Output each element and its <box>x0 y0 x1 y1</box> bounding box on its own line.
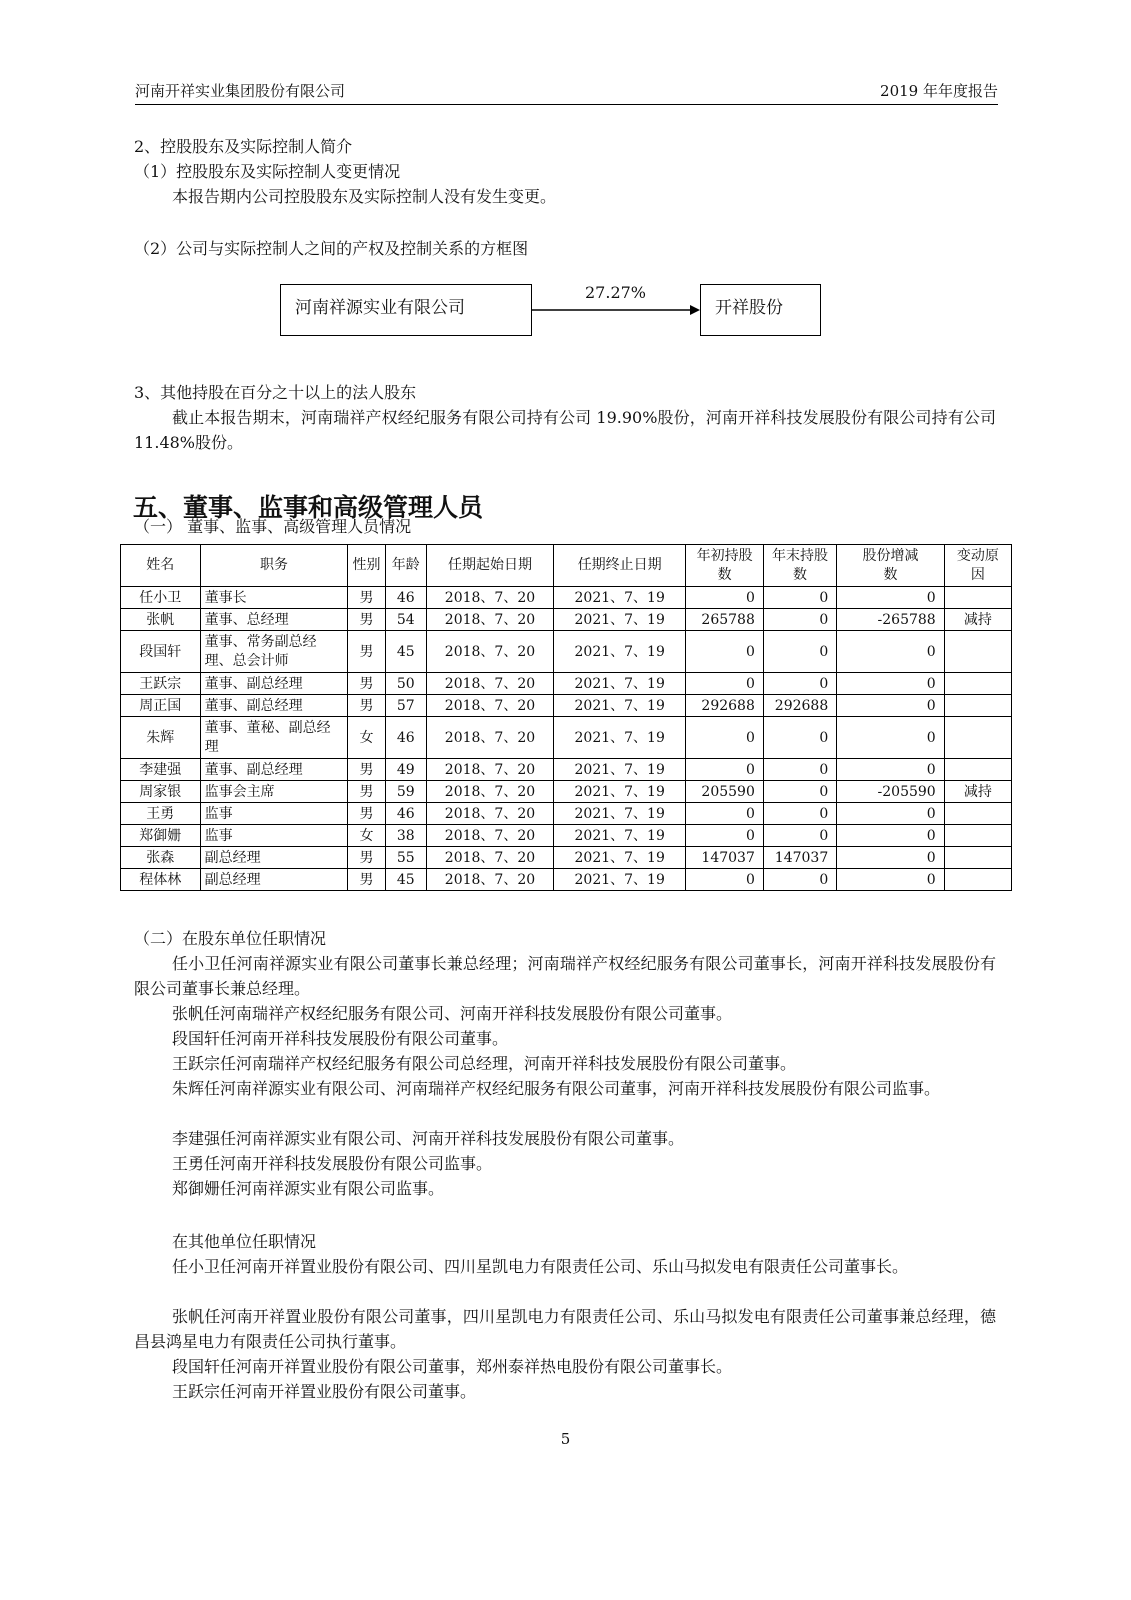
table-cell: 男 <box>348 869 385 891</box>
table-cell: 0 <box>763 609 836 631</box>
table-cell: 2018、7、20 <box>426 631 553 673</box>
table-cell <box>944 673 1011 695</box>
table-cell: 男 <box>348 631 385 673</box>
table-header-row <box>121 545 1012 587</box>
table-cell: 2021、7、19 <box>554 631 686 673</box>
table-cell: 0 <box>686 759 764 781</box>
other-position-item: 张帆任河南开祥置业股份有限公司董事，四川星凯电力有限责任公司、乐山马拟发电有限责任公司董事兼总经理，德昌县鸿星电力有限责任公司执行董事。 <box>134 1307 996 1351</box>
table-row <box>121 717 1012 759</box>
table-cell: 0 <box>686 869 764 891</box>
table-cell: 0 <box>837 825 944 847</box>
table-cell: 54 <box>385 609 426 631</box>
table-cell <box>944 717 1011 759</box>
shareholder-position-item: 王勇任河南开祥科技发展股份有限公司监事。 <box>172 1154 493 1173</box>
table-cell: 任小卫 <box>121 587 201 609</box>
section-2-2-title: （2）公司与实际控制人之间的产权及控制关系的方框图 <box>134 239 529 258</box>
table-cell: 张帆 <box>121 609 201 631</box>
table-header-cell: 任期起始日期 <box>426 545 553 587</box>
table-cell: 男 <box>348 673 385 695</box>
other-position-item: 任小卫任河南开祥置业股份有限公司、四川星凯电力有限责任公司、乐山马拟发电有限责任公司董事长。 <box>172 1257 909 1276</box>
table-row <box>121 781 1012 803</box>
table-cell: 2018、7、20 <box>426 759 553 781</box>
table-cell: 2021、7、19 <box>554 717 686 759</box>
header-report-title: 2019 年年度报告 <box>880 82 998 100</box>
table-cell <box>944 631 1011 673</box>
table-cell: 王跃宗 <box>121 673 201 695</box>
table-cell: 45 <box>385 869 426 891</box>
table-cell <box>944 695 1011 717</box>
shareholder-position-item: 张帆任河南瑞祥产权经纪服务有限公司、河南开祥科技发展股份有限公司董事。 <box>172 1004 733 1023</box>
table-cell: 0 <box>837 587 944 609</box>
table-cell: 董事、副总经理 <box>200 673 348 695</box>
table-cell: 张森 <box>121 847 201 869</box>
table-header-cell: 性别 <box>348 545 385 587</box>
table-row <box>121 759 1012 781</box>
table-cell: 0 <box>763 587 836 609</box>
table-cell: 2021、7、19 <box>554 869 686 891</box>
table-cell: 监事会主席 <box>200 781 348 803</box>
shareholder-position-item: 李建强任河南祥源实业有限公司、河南开祥科技发展股份有限公司董事。 <box>172 1129 685 1148</box>
table-cell: 46 <box>385 717 426 759</box>
diagram-ratio-label: 27.27% <box>585 283 647 302</box>
table-cell <box>944 869 1011 891</box>
table-cell: 0 <box>837 759 944 781</box>
table-cell: 董事、副总经理 <box>200 759 348 781</box>
table-row <box>121 631 1012 673</box>
table-cell: 李建强 <box>121 759 201 781</box>
table-cell: 205590 <box>686 781 764 803</box>
table-cell: 2018、7、20 <box>426 609 553 631</box>
table-cell: 0 <box>763 869 836 891</box>
table-cell: 董事、总经理 <box>200 609 348 631</box>
other-position-item: 王跃宗任河南开祥置业股份有限公司董事。 <box>172 1382 477 1401</box>
table-header-cell: 年初持股数 <box>686 545 764 587</box>
table-cell: 2021、7、19 <box>554 781 686 803</box>
table-cell: 男 <box>348 759 385 781</box>
table-cell: 女 <box>348 717 385 759</box>
table-header-cell: 姓名 <box>121 545 201 587</box>
table-cell <box>944 759 1011 781</box>
header-company: 河南开祥实业集团股份有限公司 <box>135 82 346 100</box>
section-5-heading: 五、董事、监事和高级管理人员 <box>133 493 484 522</box>
table-cell: 0 <box>763 825 836 847</box>
table-cell: 监事 <box>200 825 348 847</box>
table-cell: 减持 <box>944 609 1011 631</box>
table-cell: 2018、7、20 <box>426 587 553 609</box>
table-cell: 0 <box>763 631 836 673</box>
table-cell: 王勇 <box>121 803 201 825</box>
shareholder-position-item: 王跃宗任河南瑞祥产权经纪服务有限公司总经理，河南开祥科技发展股份有限公司董事。 <box>172 1054 797 1073</box>
table-cell: 46 <box>385 803 426 825</box>
table-cell: 0 <box>837 673 944 695</box>
table-cell: 董事、常务副总经理、总会计师 <box>200 631 348 673</box>
table-cell: 减持 <box>944 781 1011 803</box>
table-header-cell: 股份增减数 <box>837 545 944 587</box>
table-cell: 0 <box>837 695 944 717</box>
table-cell: 0 <box>837 717 944 759</box>
table-cell: 2018、7、20 <box>426 695 553 717</box>
shareholder-position-item: 段国轩任河南开祥科技发展股份有限公司董事。 <box>172 1029 509 1048</box>
table-cell: 郑御姗 <box>121 825 201 847</box>
table-cell: 2021、7、19 <box>554 609 686 631</box>
table-cell: 董事长 <box>200 587 348 609</box>
table-row <box>121 825 1012 847</box>
table-cell: 2021、7、19 <box>554 825 686 847</box>
table-row <box>121 609 1012 631</box>
shareholder-position-item: 任小卫任河南祥源实业有限公司董事长兼总经理；河南瑞祥产权经纪服务有限公司董事长，河南开祥科技发展股份有限公司董事长兼总经理。 <box>134 954 996 998</box>
section-2-title: 2、控股股东及实际控制人简介 <box>134 137 353 156</box>
table-header-cell: 年末持股数 <box>763 545 836 587</box>
table-cell: 副总经理 <box>200 869 348 891</box>
table-cell: 0 <box>763 673 836 695</box>
table-cell: 46 <box>385 587 426 609</box>
table-cell: 2018、7、20 <box>426 781 553 803</box>
table-header-cell: 年龄 <box>385 545 426 587</box>
table-cell: 男 <box>348 609 385 631</box>
table-cell: 0 <box>763 717 836 759</box>
table-cell: 副总经理 <box>200 847 348 869</box>
table-cell: 董事、副总经理 <box>200 695 348 717</box>
shareholder-positions-title: （二）在股东单位任职情况 <box>134 929 327 948</box>
table-row <box>121 869 1012 891</box>
shareholder-position-item: 朱辉任河南祥源实业有限公司、河南瑞祥产权经纪服务有限公司董事，河南开祥科技发展股份有限公司监事。 <box>172 1079 941 1098</box>
section-3-text: 截止本报告期末，河南瑞祥产权经纪服务有限公司持有公司 19.90%股份，河南开祥科技发展股份有限公司持有公司 11.48%股份。 <box>134 408 996 452</box>
table-row <box>121 587 1012 609</box>
table-cell: 0 <box>686 803 764 825</box>
table-cell: 292688 <box>686 695 764 717</box>
other-position-item: 段国轩任河南开祥置业股份有限公司董事，郑州泰祥热电股份有限公司董事长。 <box>172 1357 733 1376</box>
table-cell <box>944 847 1011 869</box>
table-cell: 0 <box>686 631 764 673</box>
table-cell: 2018、7、20 <box>426 825 553 847</box>
table-cell: 男 <box>348 803 385 825</box>
management-table <box>120 544 1012 891</box>
table-cell: 周家银 <box>121 781 201 803</box>
table-cell: 147037 <box>686 847 764 869</box>
shareholder-position-item: 郑御姗任河南祥源实业有限公司监事。 <box>172 1179 445 1198</box>
table-cell: 0 <box>837 847 944 869</box>
section-3-title: 3、其他持股在百分之十以上的法人股东 <box>134 383 417 402</box>
table-header-cell: 职务 <box>200 545 348 587</box>
table-cell: 0 <box>763 781 836 803</box>
table-cell: 38 <box>385 825 426 847</box>
other-positions-title: 在其他单位任职情况 <box>172 1232 317 1251</box>
table-cell: 2018、7、20 <box>426 717 553 759</box>
table-cell: 2018、7、20 <box>426 673 553 695</box>
table-cell: 男 <box>348 695 385 717</box>
table-cell: 49 <box>385 759 426 781</box>
table-cell: 2018、7、20 <box>426 847 553 869</box>
table-cell: 0 <box>763 803 836 825</box>
table-row <box>121 803 1012 825</box>
table-cell <box>944 587 1011 609</box>
table-cell: 2021、7、19 <box>554 803 686 825</box>
table-cell: 2021、7、19 <box>554 695 686 717</box>
table-cell: -205590 <box>837 781 944 803</box>
table-cell: 男 <box>348 781 385 803</box>
table-cell: 董事、董秘、副总经理 <box>200 717 348 759</box>
table-cell: 男 <box>348 847 385 869</box>
table-cell: 2021、7、19 <box>554 587 686 609</box>
table-row <box>121 695 1012 717</box>
table-cell: 292688 <box>763 695 836 717</box>
diagram-box-parent: 河南祥源实业有限公司 <box>280 284 532 336</box>
page-number: 5 <box>560 1430 571 1448</box>
diagram-box-company: 开祥股份 <box>700 284 821 336</box>
table-cell: 男 <box>348 587 385 609</box>
table-header-cell: 任期终止日期 <box>554 545 686 587</box>
table-cell <box>944 825 1011 847</box>
diagram-arrow <box>532 300 702 320</box>
table-cell: 0 <box>837 869 944 891</box>
table-cell: 2021、7、19 <box>554 759 686 781</box>
table-cell: 2018、7、20 <box>426 869 553 891</box>
section-2-1-title: （1）控股股东及实际控制人变更情况 <box>134 162 401 181</box>
table-cell: 监事 <box>200 803 348 825</box>
table-cell: 2021、7、19 <box>554 847 686 869</box>
table-cell: 0 <box>686 673 764 695</box>
table-cell: 程体林 <box>121 869 201 891</box>
table-cell: 2021、7、19 <box>554 673 686 695</box>
table-header-cell: 变动原因 <box>944 545 1011 587</box>
table-cell: 59 <box>385 781 426 803</box>
table-row <box>121 673 1012 695</box>
table-cell: 0 <box>686 587 764 609</box>
table-cell: 50 <box>385 673 426 695</box>
table-cell: 朱辉 <box>121 717 201 759</box>
section-5-1-title: （一） 董事、监事、高级管理人员情况 <box>134 517 412 536</box>
table-cell: 段国轩 <box>121 631 201 673</box>
table-cell: 45 <box>385 631 426 673</box>
table-cell: 2018、7、20 <box>426 803 553 825</box>
table-row <box>121 847 1012 869</box>
header-divider <box>135 104 998 105</box>
table-cell: 0 <box>686 717 764 759</box>
table-cell: 女 <box>348 825 385 847</box>
section-2-1-text: 本报告期内公司控股股东及实际控制人没有发生变更。 <box>172 187 557 206</box>
table-cell: 265788 <box>686 609 764 631</box>
table-cell: 0 <box>837 803 944 825</box>
table-cell: 0 <box>837 631 944 673</box>
table-cell: 147037 <box>763 847 836 869</box>
table-cell: 57 <box>385 695 426 717</box>
table-cell: 0 <box>763 759 836 781</box>
table-cell: 0 <box>686 825 764 847</box>
table-cell: 周正国 <box>121 695 201 717</box>
table-cell: 55 <box>385 847 426 869</box>
table-cell <box>944 803 1011 825</box>
table-cell: -265788 <box>837 609 944 631</box>
